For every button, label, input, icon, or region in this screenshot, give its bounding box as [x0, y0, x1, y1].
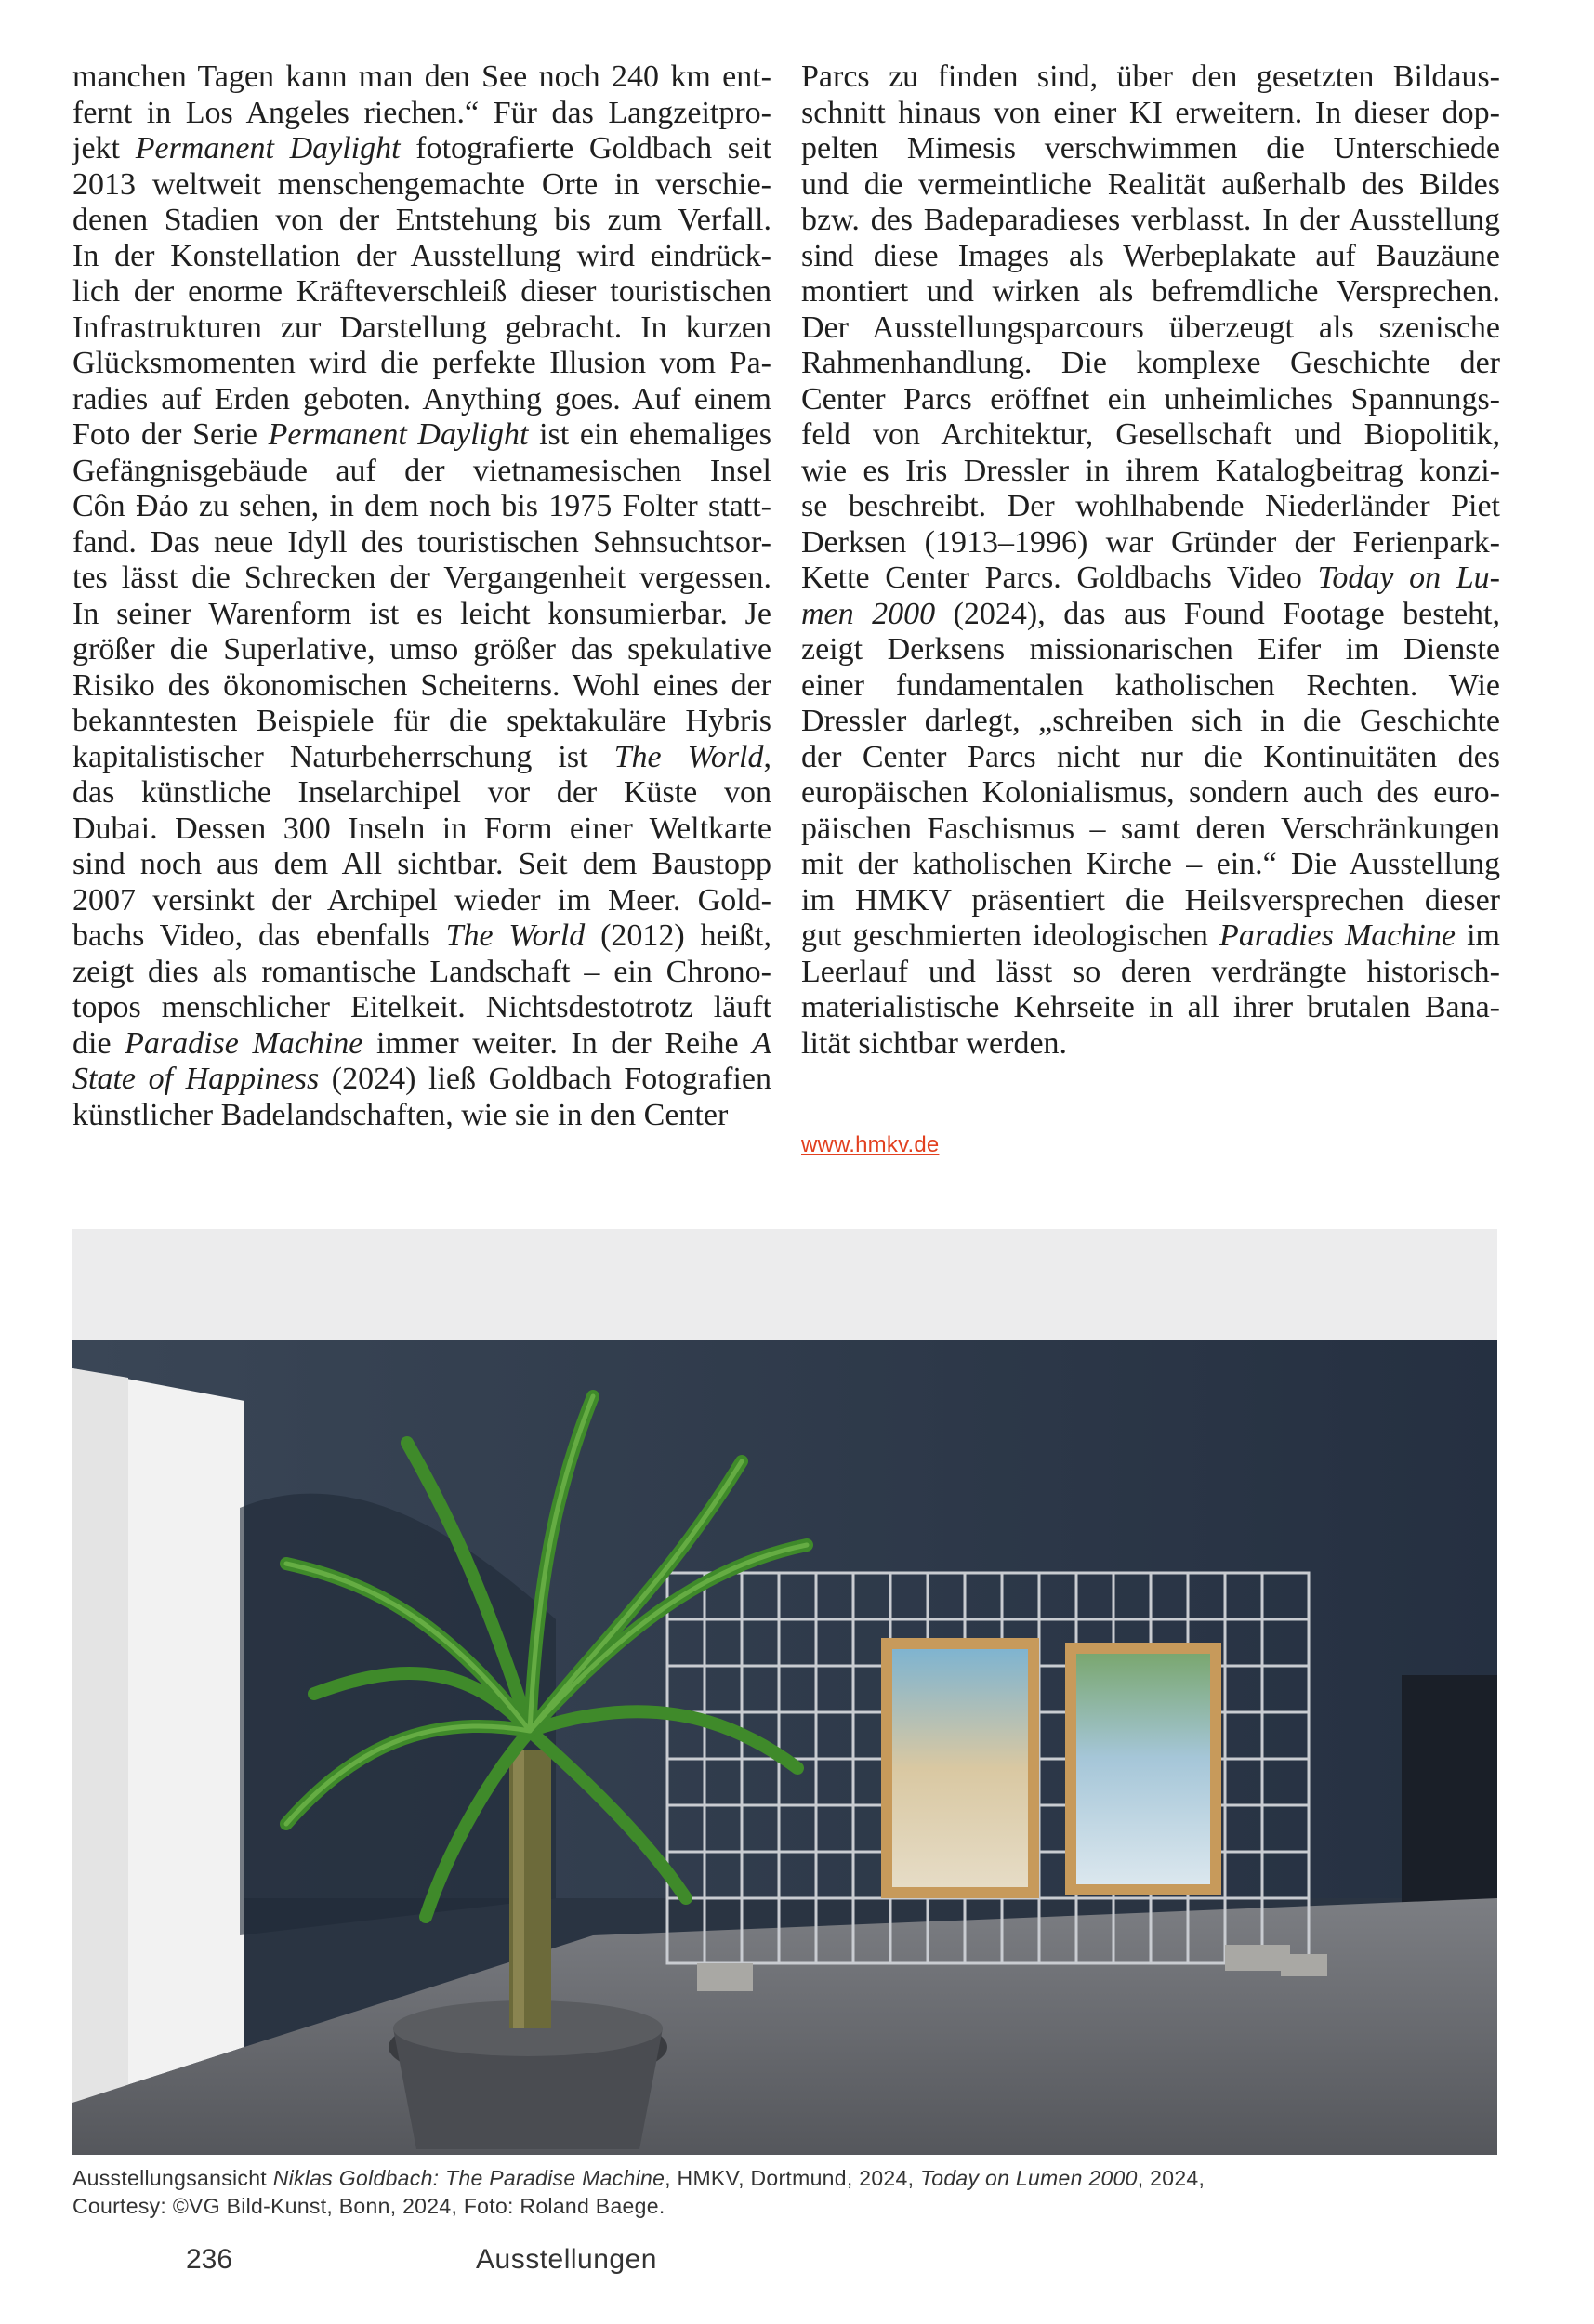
text-segment: Today on Lu-: [1317, 561, 1500, 595]
text-line: [72, 167, 771, 204]
text-line: [72, 346, 771, 382]
text-line: [72, 417, 771, 454]
text-segment: pelten Mimesis verschwimmen die Unterschiede: [801, 131, 1500, 165]
text-segment: jekt: [72, 131, 136, 165]
text-segment: tes lässt die Schrecken der Vergangenheit vergessen.: [72, 561, 771, 595]
caption-line-1: [72, 2164, 1504, 2192]
text-segment: Glücksmomenten wird die perfekte Illusion vom Pa-: [72, 346, 771, 380]
text-line: [72, 740, 771, 776]
text-line: [72, 525, 771, 561]
text-segment: se beschreibt. Der wohlhabende Niederländer Piet: [801, 489, 1500, 523]
text-line: [801, 239, 1500, 275]
text-line: [72, 203, 771, 239]
text-line: [801, 561, 1500, 597]
text-segment: Infrastrukturen zur Darstellung gebracht. In kurzen: [72, 310, 771, 345]
text-segment: topos menschlicher Eitelkeit. Nichtsdestotrotz läuft: [72, 990, 771, 1024]
text-line: [801, 417, 1500, 454]
text-segment: manchen Tagen kann man den See noch 240 km ent-: [72, 59, 771, 94]
text-segment: Permanent Daylight: [135, 131, 401, 165]
text-segment: Derksen (1913–1996) war Gründer der Ferienpark-: [801, 524, 1500, 560]
text-segment: Risiko des ökonomischen Scheiterns. Wohl eines der: [72, 667, 771, 703]
text-segment: In seiner Warenform ist es leicht konsumierbar. Je: [72, 596, 771, 631]
text-line: [801, 310, 1500, 347]
text-segment: The World: [613, 739, 764, 774]
text-segment: mit der katholischen Kirche – ein.“ Die Ausstellung: [801, 847, 1500, 881]
text-line: [801, 918, 1500, 955]
text-line: [801, 704, 1500, 740]
text-line: [72, 812, 771, 848]
text-segment: zeigt dies als romantische Landschaft – ein Chrono-: [72, 954, 771, 989]
text-segment: montiert und wirken als befremdliche Versprechen.: [801, 274, 1500, 309]
text-line: [72, 489, 771, 525]
text-line: [801, 740, 1500, 776]
text-segment: The World: [445, 918, 586, 953]
text-line: [72, 775, 771, 812]
text-line: [72, 990, 771, 1026]
page-number: 236: [186, 2244, 233, 2275]
text-segment: und die vermeintliche Realität außerhalb des Bildes: [801, 166, 1500, 202]
text-segment: Leerlauf und lässt so deren verdrängte historisch-: [801, 954, 1500, 989]
text-segment: Paradies Machine: [1219, 918, 1456, 953]
text-segment: zeigt Derksens missionarischen Eifer im Dienste: [801, 632, 1500, 667]
text-line: [801, 597, 1500, 633]
text-segment: gut geschmierten ideologischen: [801, 918, 1220, 953]
text-segment: fand. Das neue Idyll des touristischen Sehnsuchtsor-: [72, 524, 771, 560]
text-segment: Ausstellungsansicht: [72, 2166, 273, 2190]
text-line: [72, 847, 771, 883]
text-segment: Côn Đảo zu sehen, in dem noch bis 1975 Folter statt-: [72, 489, 771, 523]
text-line: [801, 489, 1500, 525]
text-line: [801, 990, 1500, 1026]
text-segment: lität sichtbar werden.: [801, 1025, 1068, 1061]
text-line: [801, 167, 1500, 204]
text-segment: materialistische Kehrseite in all ihrer brutalen Bana-: [801, 990, 1500, 1024]
text-segment: men 2000: [801, 596, 936, 631]
text-segment: , 2024,: [1137, 2166, 1205, 2190]
text-line: [801, 382, 1500, 418]
text-line: [801, 775, 1500, 812]
text-line: [801, 1026, 1500, 1063]
text-segment: sind noch aus dem All sichtbar. Seit dem Baustopp: [72, 847, 771, 881]
text-segment: Permanent Daylight: [268, 417, 529, 452]
text-segment: künstlicher Badelandschaften, wie sie in den Center: [72, 1097, 729, 1132]
text-segment: Kette Center Parcs. Goldbachs Video: [801, 561, 1318, 595]
text-segment: (2024) ließ Goldbach Fotografien: [319, 1062, 772, 1096]
text-segment: kapitalistischer Naturbeherrschung ist: [72, 739, 614, 774]
text-segment: denen Stadien von der Entstehung bis zum Verfall.: [72, 203, 771, 237]
text-line: [72, 454, 771, 490]
text-line: [801, 274, 1500, 310]
exhibition-view-illustration: [72, 1229, 1497, 2155]
text-segment: Dubai. Dessen 300 Inseln in Form einer Weltkarte: [72, 811, 771, 846]
text-segment: immer weiter. In der Reihe: [362, 1025, 753, 1061]
text-segment: bachs Video, das ebenfalls: [72, 918, 446, 953]
text-segment: Niklas Goldbach: The Paradise Machine: [272, 2166, 665, 2190]
text-segment: State of Happiness: [72, 1062, 320, 1096]
text-segment: im HMKV präsentiert die Heilsversprechen dieser: [801, 882, 1500, 918]
text-segment: fernt in Los Angeles riechen.“ Für das Langzeitpro-: [72, 95, 771, 130]
text-segment: die: [72, 1025, 125, 1061]
text-line: [72, 561, 771, 597]
section-title: Ausstellungen: [476, 2244, 657, 2275]
text-line: [72, 955, 771, 991]
text-column-right: [801, 59, 1500, 1062]
text-line: [801, 955, 1500, 991]
text-segment: 2013 weltweit menschengemachte Orte in verschie-: [72, 166, 771, 202]
text-line: [801, 131, 1500, 167]
text-line: [801, 632, 1500, 668]
text-segment: sind diese Images als Werbeplakate auf Bauzäune: [801, 238, 1500, 273]
text-segment: Dressler darlegt, „schreiben sich in die Geschichte: [801, 704, 1500, 738]
text-segment: , HMKV, Dortmund, 2024,: [665, 2166, 920, 2190]
text-line: [801, 812, 1500, 848]
text-segment: ,: [763, 739, 771, 774]
text-line: [72, 59, 771, 96]
text-line: [72, 918, 771, 955]
text-segment: In der Konstellation der Ausstellung wird eindrück-: [72, 238, 771, 273]
text-segment: bekanntesten Beispiele für die spektakuläre Hybris: [72, 704, 771, 738]
text-segment: im: [1455, 918, 1500, 953]
text-line: [72, 1098, 771, 1134]
text-line: [801, 883, 1500, 919]
text-segment: päischen Faschismus – samt deren Verschränkungen: [801, 811, 1500, 846]
text-segment: (2024), das aus Found Footage besteht,: [935, 596, 1500, 631]
text-segment: A: [752, 1025, 771, 1061]
text-segment: Today on Lumen 2000: [919, 2166, 1138, 2190]
text-segment: einer fundamentalen katholischen Rechten. Wie: [801, 667, 1500, 703]
text-line: [801, 454, 1500, 490]
text-line: [801, 668, 1500, 705]
text-line: [72, 597, 771, 633]
text-line: [72, 704, 771, 740]
text-line: [801, 847, 1500, 883]
text-segment: Paradise Machine: [125, 1025, 363, 1061]
text-segment: fotografierte Goldbach seit: [400, 131, 772, 165]
text-segment: Parcs zu finden sind, über den gesetzten Bildaus-: [801, 59, 1500, 94]
text-segment: das künstliche Inselarchipel vor der Küste von: [72, 775, 771, 810]
text-segment: ist ein ehemaliges: [528, 417, 771, 452]
caption-line-2: [72, 2192, 1504, 2220]
text-segment: Courtesy: ©VG Bild-Kunst, Bonn, 2024, Foto: Roland Baege.: [72, 2194, 665, 2218]
photo-caption: [72, 2164, 1504, 2220]
exhibition-photo: [72, 1229, 1497, 2155]
text-segment: Center Parcs eröffnet ein unheimliches Spannungs-: [801, 381, 1500, 416]
text-segment: lich der enorme Kräfteverschleiß dieser touristischen: [72, 274, 771, 309]
text-line: [801, 525, 1500, 561]
text-line: [72, 1062, 771, 1098]
text-segment: schnitt hinaus von einer KI erweitern. In dieser dop-: [801, 95, 1500, 130]
text-line: [72, 1026, 771, 1063]
text-segment: radies auf Erden geboten. Anything goes. Auf einem: [72, 381, 771, 416]
text-segment: der Center Parcs nicht nur die Kontinuitäten des: [801, 739, 1500, 774]
text-line: [801, 96, 1500, 132]
text-line: [72, 274, 771, 310]
text-line: [72, 131, 771, 167]
text-line: [72, 382, 771, 418]
text-line: [72, 668, 771, 705]
text-line: [72, 883, 771, 919]
text-segment: größer die Superlative, umso größer das spekulative: [72, 632, 771, 667]
text-segment: Gefängnisgebäude auf der vietnamesischen Insel: [72, 453, 771, 488]
text-line: [801, 59, 1500, 96]
text-segment: wie es Iris Dressler in ihrem Katalogbeitrag konzi-: [801, 453, 1500, 488]
text-column-left: [72, 59, 771, 1133]
text-segment: 2007 versinkt der Archipel wieder im Meer. Gold-: [72, 882, 771, 918]
text-segment: Foto der Serie: [72, 417, 269, 452]
text-segment: feld von Architektur, Gesellschaft und Biopolitik,: [801, 417, 1500, 452]
text-segment: Der Ausstellungsparcours überzeugt als szenische: [801, 310, 1500, 345]
text-segment: bzw. des Badeparadieses verblasst. In der Ausstellung: [801, 203, 1500, 237]
text-line: [72, 310, 771, 347]
hmkv-website-link[interactable]: www.hmkv.de: [801, 1132, 940, 1157]
text-segment: (2012) heißt,: [585, 918, 771, 953]
text-line: [801, 346, 1500, 382]
text-line: [801, 203, 1500, 239]
text-line: [72, 96, 771, 132]
text-segment: Rahmenhandlung. Die komplexe Geschichte der: [801, 346, 1500, 380]
text-segment: europäischen Kolonialismus, sondern auch des euro-: [801, 775, 1500, 810]
text-line: [72, 632, 771, 668]
text-line: [72, 239, 771, 275]
